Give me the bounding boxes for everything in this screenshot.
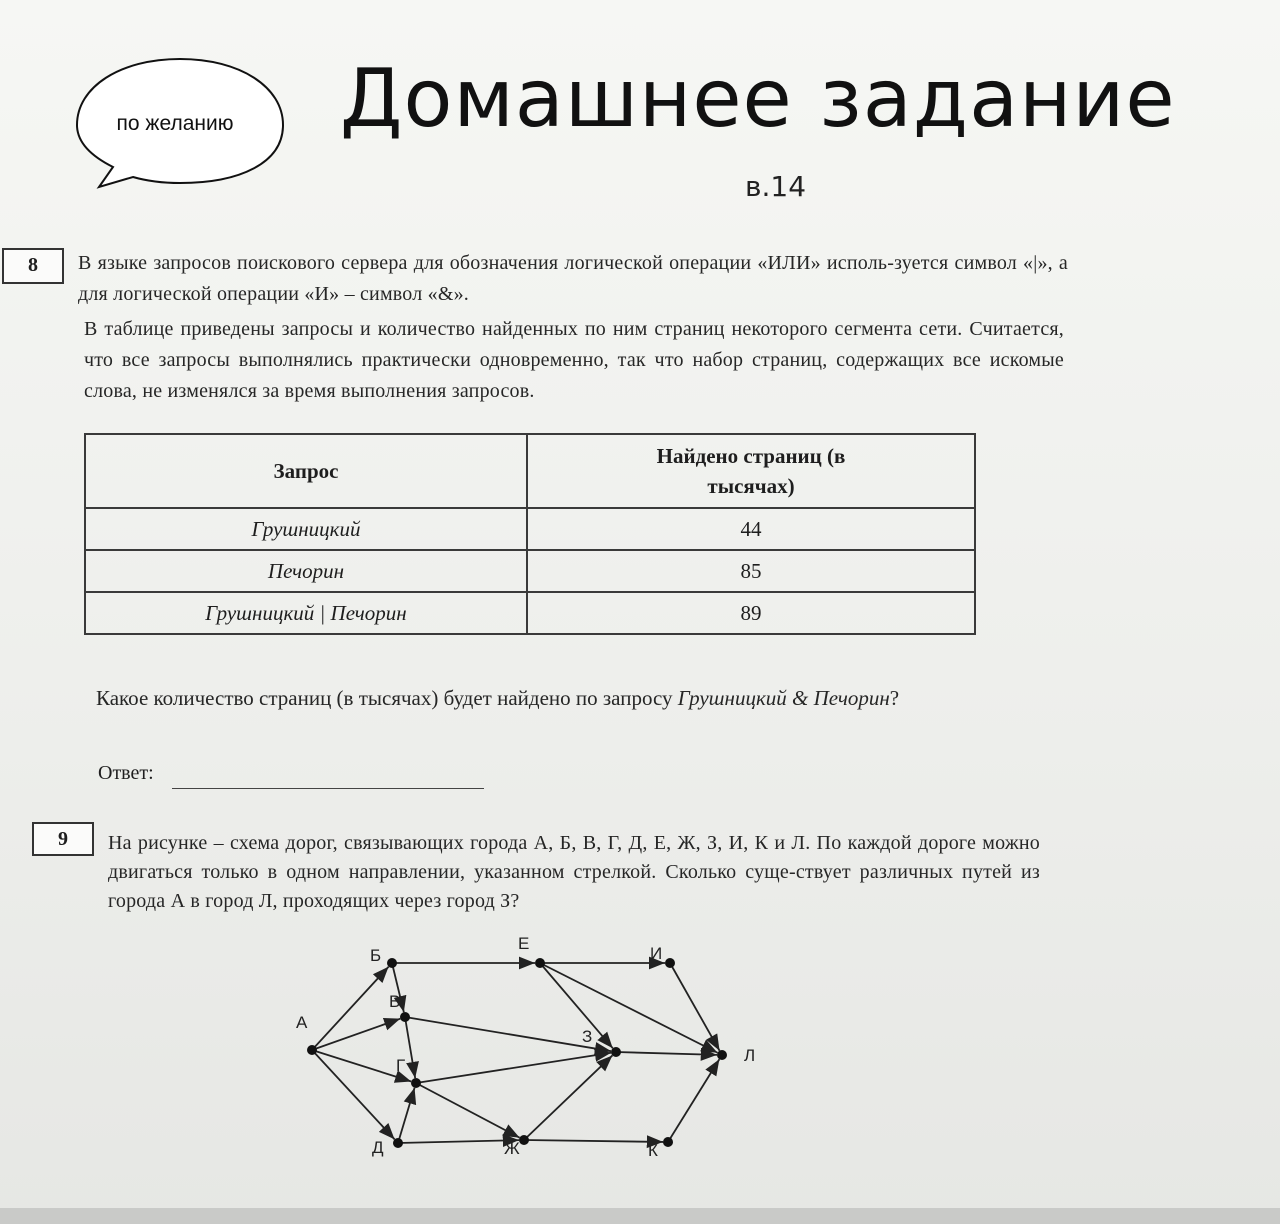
query-table (84, 433, 976, 635)
monitor-edge (0, 1208, 1280, 1224)
variant-label: в.14 (745, 170, 807, 203)
table-row (85, 550, 975, 592)
road-graph (270, 925, 790, 1175)
node-E (535, 958, 545, 968)
node-V (400, 1012, 410, 1022)
edge-I-L (670, 963, 720, 1051)
header-pages-text: Найдено страниц (в тысячах) (656, 444, 846, 498)
node-G (411, 1078, 421, 1088)
node-B (387, 958, 397, 968)
node-label-Zh: Ж (504, 1139, 520, 1158)
task-8-paragraph-1: В языке запросов поискового сервера для обозначения логической операции «ИЛИ» исполь-зуется символ «|», а для логической операции «И» – символ «&». (78, 252, 1068, 305)
node-label-L: Л (744, 1046, 756, 1065)
header-query: Запрос (85, 434, 527, 508)
node-Z (611, 1047, 621, 1057)
edge-V-Z (405, 1017, 611, 1051)
row-pages: 89 (527, 592, 975, 634)
node-label-B: Б (370, 946, 382, 965)
node-label-A: А (296, 1013, 308, 1032)
edge-G-Zh (416, 1083, 520, 1138)
edge-Zh-K (524, 1140, 663, 1142)
edge-E-Z (540, 963, 613, 1048)
row-pages: 44 (527, 508, 975, 550)
edge-V-G (405, 1017, 415, 1078)
table-row (85, 592, 975, 634)
edge-G-Z (416, 1053, 611, 1083)
row-query: Грушницкий (85, 508, 527, 550)
node-label-V: В (389, 992, 401, 1011)
header-pages (527, 434, 975, 508)
node-label-I: И (650, 944, 663, 963)
node-L (717, 1050, 727, 1060)
node-label-E: Е (518, 934, 530, 953)
row-query: Грушницкий | Печорин (85, 592, 527, 634)
question-suffix: ? (889, 686, 900, 710)
task-8-question (96, 686, 899, 711)
graph-nodes (296, 934, 755, 1160)
task-9-text: На рисунке – схема дорог, связывающих города А, Б, В, Г, Д, Е, Ж, З, И, К и Л. По каждой дороге можно двигаться только в одном направлении, указанном стрелкой. Сколько суще-ствует различных путей из города А в город Л, проходящих через город З? (108, 832, 1040, 912)
question-prefix: Какое количество страниц (в тысячах) будет найдено по запросу (96, 686, 678, 710)
edge-E-L (540, 963, 718, 1053)
node-D (393, 1138, 403, 1148)
edge-Z-L (616, 1052, 717, 1055)
node-label-D: Д (372, 1138, 384, 1157)
task-8-text (78, 248, 1068, 310)
edge-D-Zh (398, 1140, 519, 1143)
edge-A-B (312, 967, 389, 1050)
page-title: Домашнее задание (340, 52, 1176, 145)
row-query: Печорин (85, 550, 527, 592)
table-header-row (85, 434, 975, 508)
node-label-Z: З (582, 1027, 593, 1046)
edge-Zh-Z (524, 1055, 612, 1140)
task-9-text-block (108, 829, 1040, 916)
task-9-number: 9 (32, 822, 94, 856)
node-A (307, 1045, 317, 1055)
graph-edges (312, 963, 720, 1143)
answer-line (172, 788, 484, 789)
node-I (665, 958, 675, 968)
bubble-text: по желанию (116, 112, 234, 135)
node-label-K: К (648, 1141, 658, 1160)
table-row (85, 508, 975, 550)
node-Zh (519, 1135, 529, 1145)
answer-label: Ответ: (98, 762, 154, 784)
node-K (663, 1137, 673, 1147)
task-8-paragraph-2: В таблице приведены запросы и количество найденных по ним страниц некоторого сегмента сети. Считается, что все запросы выполнялись практически одновременно, так что набор страниц, содержащих все искомые слова, не изменялся за время выполнения запросов. (84, 318, 1064, 402)
row-pages: 85 (527, 550, 975, 592)
question-query: Грушницкий & Печорин (677, 686, 890, 710)
node-label-G: Г (396, 1056, 406, 1075)
edge-K-L (668, 1059, 719, 1142)
edge-D-G (398, 1088, 415, 1143)
task-8-text-2 (84, 314, 1064, 407)
task-8-number: 8 (2, 248, 64, 284)
